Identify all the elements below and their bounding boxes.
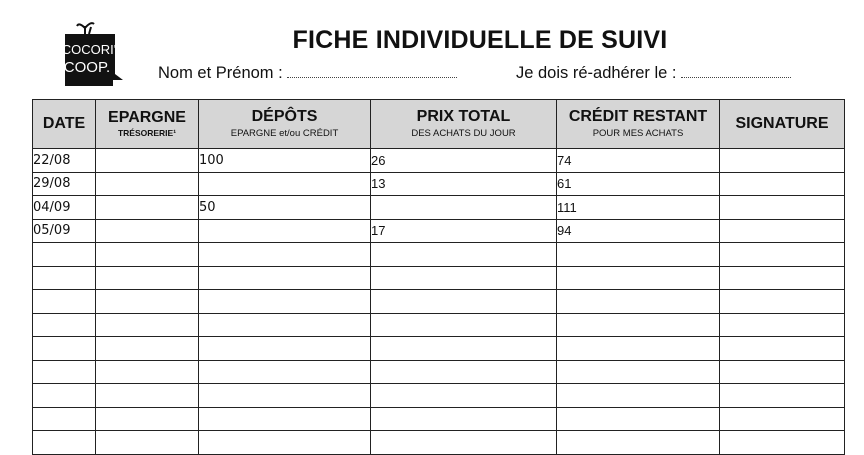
header-epargne-sub: TRÉSORERIE¹ [117,128,177,139]
table-row [33,313,845,337]
signature-cell[interactable] [720,384,845,408]
header-credit [557,100,720,149]
table-row [33,149,845,173]
date-cell[interactable] [33,360,96,384]
signature-cell[interactable] [720,149,845,173]
credit-cell[interactable]: 61 [557,172,720,196]
logo-text-line1: COCORI' [61,42,117,57]
depots-cell[interactable] [199,266,371,290]
credit-cell[interactable]: 74 [557,149,720,173]
date-cell[interactable] [33,266,96,290]
name-dotted-line[interactable] [287,65,457,78]
table-row [33,172,845,196]
signature-cell[interactable] [720,196,845,220]
epargne-cell[interactable] [96,172,199,196]
signature-cell[interactable] [720,337,845,361]
header-date [33,100,96,149]
table-row [33,219,845,243]
depots-cell[interactable] [199,313,371,337]
credit-cell[interactable] [557,290,720,314]
credit-cell[interactable] [557,360,720,384]
credit-cell[interactable] [557,337,720,361]
cocori-coop-logo [55,20,125,92]
table-row [33,384,845,408]
date-cell[interactable]: 05/09 [33,219,96,243]
signature-cell[interactable] [720,172,845,196]
header-prix [371,100,557,149]
date-cell[interactable] [33,384,96,408]
depots-cell[interactable] [199,172,371,196]
header-signature [720,100,845,149]
table-row [33,431,845,455]
table-row [33,407,845,431]
credit-cell[interactable]: 111 [557,196,720,220]
prix-cell[interactable] [371,313,557,337]
header-credit-label: CRÉDIT RESTANT [568,108,708,126]
date-cell[interactable] [33,337,96,361]
signature-cell[interactable] [720,431,845,455]
readhesion-field[interactable] [516,64,791,83]
prix-cell[interactable] [371,243,557,267]
depots-cell[interactable]: 100 [199,149,371,173]
credit-cell[interactable]: 94 [557,219,720,243]
table-row [33,266,845,290]
credit-cell[interactable] [557,266,720,290]
prix-cell[interactable]: 13 [371,172,557,196]
name-field[interactable] [158,64,457,83]
depots-cell[interactable] [199,243,371,267]
date-cell[interactable] [33,431,96,455]
date-cell[interactable]: 22/08 [33,149,96,173]
epargne-cell[interactable] [96,360,199,384]
depots-cell[interactable] [199,384,371,408]
prix-cell[interactable] [371,196,557,220]
depots-cell[interactable]: 50 [199,196,371,220]
header-depots [199,100,371,149]
header-row [33,100,845,149]
signature-cell[interactable] [720,266,845,290]
epargne-cell[interactable] [96,431,199,455]
header-date-label: DATE [42,114,86,132]
page-title: FICHE INDIVIDUELLE DE SUIVI [292,26,668,54]
date-cell[interactable] [33,243,96,267]
depots-cell[interactable] [199,337,371,361]
depots-cell[interactable] [199,407,371,431]
header-credit-sub: POUR MES ACHATS [592,127,684,139]
header-prix-label: PRIX TOTAL [416,108,511,126]
table-row [33,290,845,314]
depots-cell[interactable] [199,219,371,243]
header-depots-label: DÉPÔTS [251,108,318,126]
epargne-cell[interactable] [96,196,199,220]
epargne-cell[interactable] [96,219,199,243]
date-cell[interactable]: 04/09 [33,196,96,220]
credit-cell[interactable] [557,431,720,455]
header-epargne [96,100,199,149]
name-label: Nom et Prénom : [158,64,283,82]
epargne-cell[interactable] [96,337,199,361]
prix-cell[interactable] [371,384,557,408]
table-row [33,243,845,267]
header-prix-sub: DES ACHATS DU JOUR [411,127,516,139]
header-depots-sub: EPARGNE et/ou CRÉDIT [230,127,339,139]
readhesion-label: Je dois ré-adhérer le : [516,64,677,82]
credit-cell[interactable] [557,384,720,408]
epargne-cell[interactable] [96,407,199,431]
tracking-table [32,99,845,455]
depots-cell[interactable] [199,290,371,314]
credit-cell[interactable] [557,313,720,337]
signature-cell[interactable] [720,313,845,337]
signature-cell[interactable] [720,407,845,431]
epargne-cell[interactable] [96,290,199,314]
logo-text-line2: COOP. [63,59,111,76]
prix-cell[interactable] [371,290,557,314]
epargne-cell[interactable] [96,384,199,408]
epargne-cell[interactable] [96,243,199,267]
header-epargne-label: EPARGNE [108,108,186,126]
prix-cell[interactable] [371,431,557,455]
readhesion-dotted-line[interactable] [681,65,791,78]
epargne-cell[interactable] [96,149,199,173]
header-signature-label: SIGNATURE [735,114,829,132]
depots-cell[interactable] [199,431,371,455]
prix-cell[interactable] [371,360,557,384]
date-cell[interactable] [33,290,96,314]
signature-cell[interactable] [720,290,845,314]
signature-cell[interactable] [720,360,845,384]
prix-cell[interactable] [371,337,557,361]
date-cell[interactable] [33,407,96,431]
prix-cell[interactable] [371,266,557,290]
prix-cell[interactable]: 26 [371,149,557,173]
epargne-cell[interactable] [96,266,199,290]
date-cell[interactable] [33,313,96,337]
prix-cell[interactable]: 17 [371,219,557,243]
depots-cell[interactable] [199,360,371,384]
prix-cell[interactable] [371,407,557,431]
date-cell[interactable]: 29/08 [33,172,96,196]
credit-cell[interactable] [557,407,720,431]
table-row [33,196,845,220]
credit-cell[interactable] [557,243,720,267]
signature-cell[interactable] [720,243,845,267]
signature-cell[interactable] [720,219,845,243]
epargne-cell[interactable] [96,313,199,337]
table-row [33,360,845,384]
table-row [33,337,845,361]
